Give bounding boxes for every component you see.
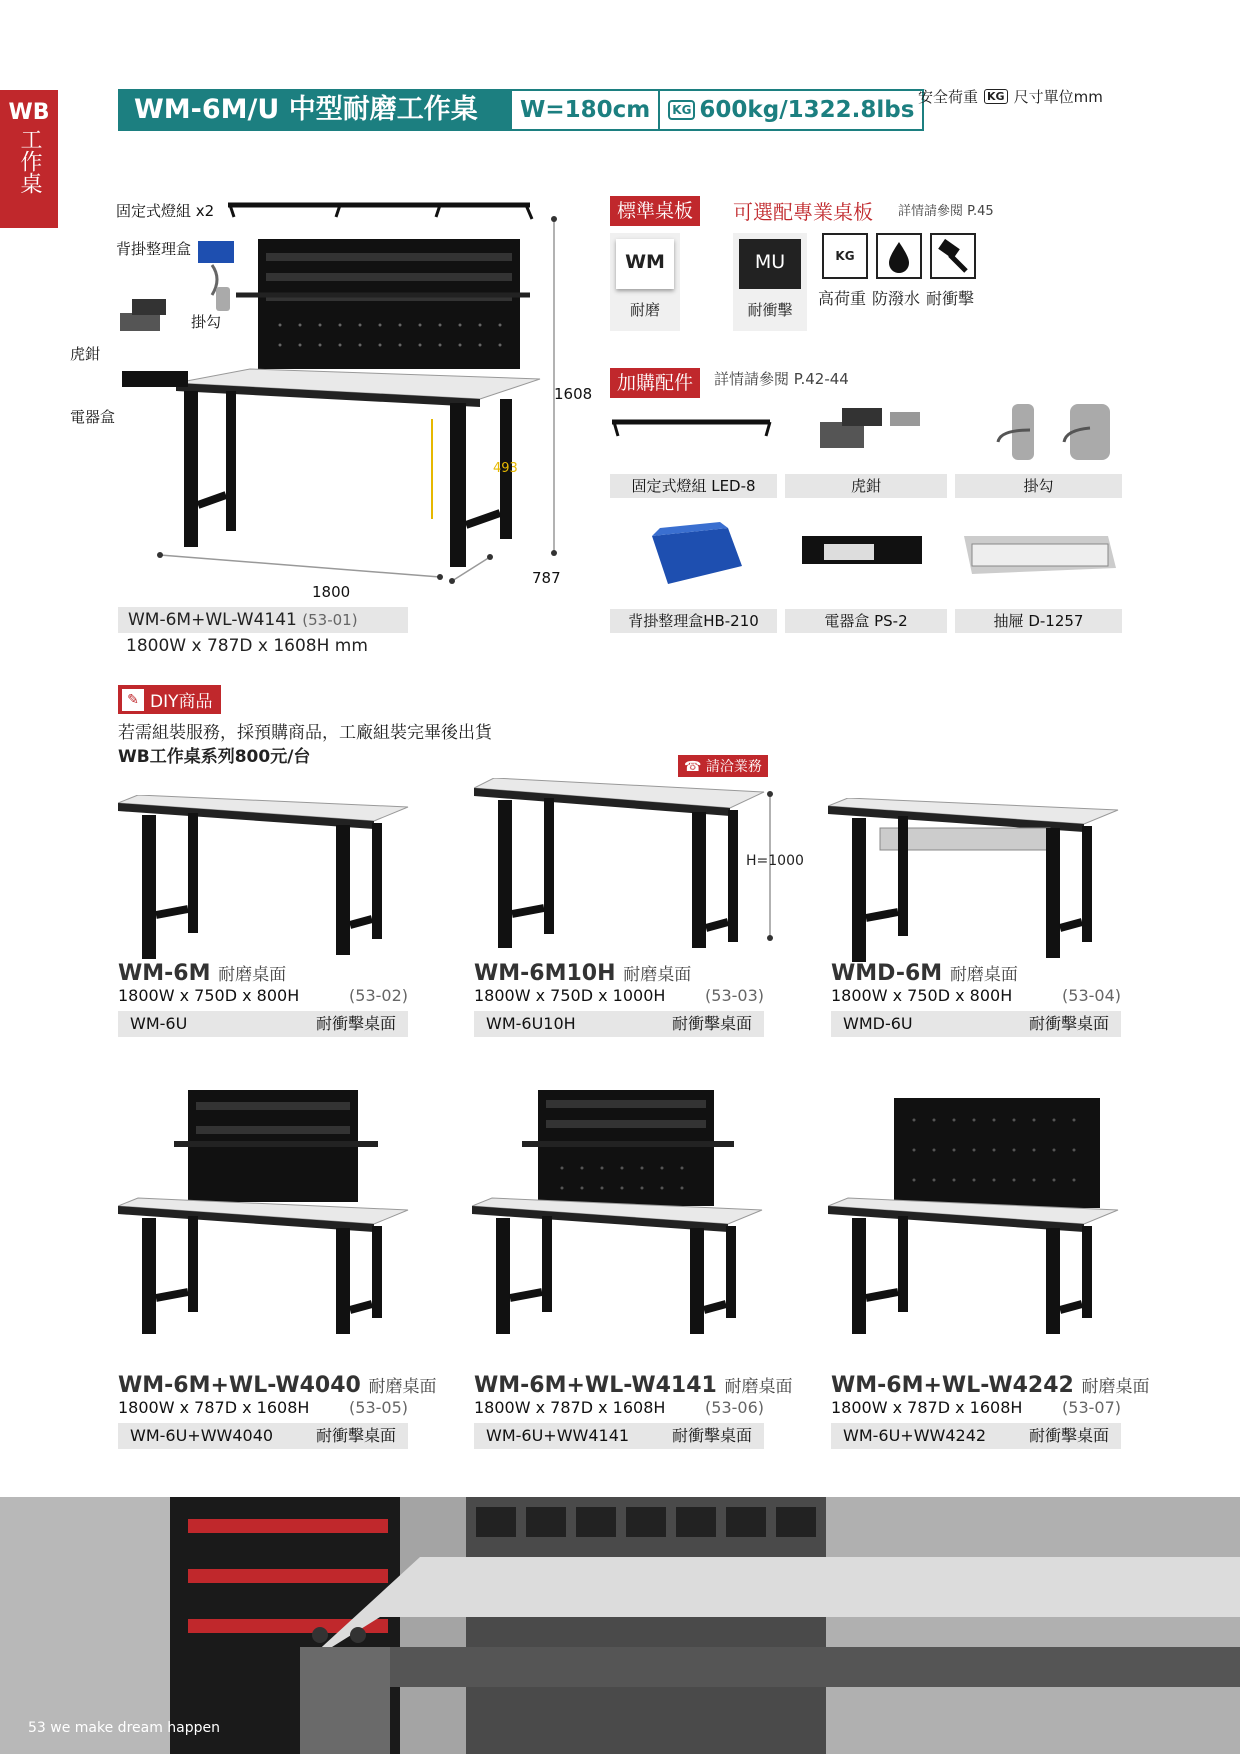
label-light: 固定式燈組 x2: [116, 202, 215, 220]
product-alt: WM-6U+WW4242: [843, 1426, 987, 1445]
product-alt-sub: 耐衝擊桌面: [671, 1426, 752, 1445]
product-info: [118, 960, 408, 1037]
main-model-bar: [118, 607, 408, 633]
product-card: [472, 1088, 772, 1342]
product-sub: 耐磨桌面: [368, 1377, 437, 1397]
kg-icon: KG: [668, 100, 695, 120]
desk-illustration: [118, 795, 418, 965]
product-dims: 1800W x 787D x 1608H: [118, 1398, 310, 1417]
side-tab: [0, 90, 58, 228]
product-alt-sub: 耐衝擊桌面: [315, 1014, 396, 1033]
product-card: [828, 798, 1128, 972]
product-alt-sub: 耐衝擊桌面: [1028, 1426, 1109, 1445]
product-alt: WM-6U+WW4141: [486, 1426, 630, 1445]
wrench-icon: ✎: [122, 689, 144, 711]
product-alt: WMD-6U: [843, 1014, 913, 1033]
load-value: 600kg/1322.8lbs: [699, 97, 915, 123]
product-card: [474, 778, 784, 952]
dim-inner: 493: [493, 461, 518, 476]
phone-icon: ☎: [684, 759, 702, 775]
feature-labels: [818, 286, 974, 309]
label-box: 背掛整理盒: [116, 240, 192, 258]
accessories-ref: 詳情請參閱 P.42-44: [714, 370, 849, 388]
dim-height: 1608: [554, 385, 593, 403]
width-spec: W=180cm: [512, 91, 660, 129]
product-name: WM-6M+WL-W4141: [474, 1373, 717, 1398]
diy-label: DIY商品: [150, 692, 213, 712]
accessory-row-1: [610, 400, 1125, 470]
accessories-tag: 加購配件: [610, 368, 700, 398]
optional-top-title: 可選配專業桌板: [733, 200, 873, 224]
diy-tag: [118, 685, 221, 714]
product-alt-sub: 耐衝擊桌面: [1028, 1014, 1109, 1033]
accessory-label: 固定式燈組 LED-8: [610, 474, 777, 498]
tall-desk-illustration: [474, 778, 784, 948]
standard-top-tag: 標準桌板: [610, 196, 700, 226]
product-dims: 1800W x 750D x 1000H: [474, 986, 666, 1005]
optional-top-card: [733, 233, 807, 331]
feature-label: 防潑水: [872, 289, 921, 308]
product-dims: 1800W x 787D x 1608H: [474, 1398, 666, 1417]
pegboard-desk-illustration: [828, 1096, 1128, 1346]
standard-top-caption: 耐磨: [629, 301, 660, 319]
product-info: [831, 960, 1121, 1037]
power-box-illustration: [122, 371, 188, 387]
hammer-icon: [930, 233, 976, 279]
product-info: [474, 960, 764, 1037]
accessory-label: 虎鉗: [785, 474, 947, 498]
product-alt: WM-6U+WW4040: [130, 1426, 274, 1445]
side-tab-category: 工作桌: [17, 128, 42, 194]
side-tab-brand: WB: [8, 100, 50, 125]
dim-depth: 787: [532, 569, 561, 587]
shelf-desk-illustration: [118, 1088, 418, 1338]
product-code: (53-02): [349, 986, 408, 1005]
product-card: [118, 795, 418, 969]
accessory-label: 掛勾: [955, 474, 1122, 498]
title-bar: [118, 89, 924, 131]
product-name: WM-6M+WL-W4040: [118, 1373, 361, 1398]
product-code: (53-04): [1062, 986, 1121, 1005]
product-card: [828, 1096, 1128, 1350]
product-alt: WM-6U: [130, 1014, 188, 1033]
dim-width: 1800: [312, 583, 351, 601]
product-sub: 耐磨桌面: [724, 1377, 793, 1397]
wm-sample: WM: [616, 239, 674, 289]
standard-top-card: [610, 233, 680, 331]
product-dims: 1800W x 787D x 1608H: [831, 1398, 1023, 1417]
product-sub: 耐磨桌面: [623, 965, 692, 985]
main-model-dims: 1800W x 787D x 1608H mm: [126, 636, 368, 656]
vise-illustration: [120, 313, 160, 331]
diy-price: WB工作桌系列800元/台: [118, 747, 311, 767]
bin-illustration: [652, 528, 742, 584]
height-label: H=1000: [746, 853, 804, 869]
optional-top-caption: 耐衝擊: [747, 301, 793, 319]
product-code: (53-03): [705, 986, 764, 1005]
workshop-photo: [0, 1497, 1240, 1754]
main-diagram: [60, 195, 600, 601]
product-code: (53-07): [1062, 1398, 1121, 1417]
safe-load-label: 安全荷重: [918, 88, 979, 106]
main-model: WM-6M+WL-W4141: [128, 610, 297, 630]
product-alt-sub: 耐衝擊桌面: [315, 1426, 396, 1445]
optional-top-ref: 詳情請參閱 P.45: [898, 204, 994, 219]
product-code: (53-06): [705, 1398, 764, 1417]
shelf-pegboard-desk-illustration: [472, 1088, 772, 1338]
product-code: (53-05): [349, 1398, 408, 1417]
drawer-desk-illustration: [828, 798, 1128, 968]
mu-sample: MU: [739, 239, 801, 289]
kg-icon: KG: [984, 89, 1008, 104]
product-name: WM-6M: [118, 961, 211, 986]
product-alt: WM-6U10H: [486, 1014, 576, 1033]
water-drop-icon: [876, 233, 922, 279]
page-title: WM-6M/U 中型耐磨工作桌: [120, 91, 512, 129]
page-number: 53: [28, 1720, 46, 1736]
product-sub: 耐磨桌面: [949, 965, 1018, 985]
label-vise: 虎鉗: [70, 345, 101, 363]
product-sub: 耐磨桌面: [218, 965, 287, 985]
feature-label: 耐衝擊: [926, 289, 975, 308]
product-name: WMD-6M: [831, 961, 943, 986]
load-spec: [660, 91, 922, 129]
label-power: 電器盒: [70, 408, 116, 426]
accessory-label: 背掛整理盒HB-210: [610, 609, 777, 633]
slogan: we make dream happen: [50, 1720, 221, 1736]
high-load-icon: KG: [822, 233, 868, 279]
product-alt-sub: 耐衝擊桌面: [671, 1014, 752, 1033]
product-card: [118, 1088, 418, 1342]
product-dims: 1800W x 750D x 800H: [118, 986, 300, 1005]
product-info: [118, 1372, 437, 1449]
product-name: WM-6M10H: [474, 961, 616, 986]
footer: [28, 1720, 220, 1736]
accessory-row-2: [610, 516, 1125, 600]
spec-legend: [918, 86, 1103, 107]
accessory-label: 抽屜 D-1257: [955, 609, 1122, 633]
product-info: [474, 1372, 793, 1449]
bin-illustration: [198, 241, 234, 263]
diy-note: 若需組裝服務，採預購商品，工廠組裝完畢後出貨: [118, 723, 492, 743]
product-info: [831, 1372, 1150, 1449]
product-sub: 耐磨桌面: [1081, 1377, 1150, 1397]
feature-label: 高荷重: [818, 289, 867, 308]
accessory-label: 電器盒 PS-2: [785, 609, 947, 633]
main-model-code: (53-01): [302, 611, 358, 629]
label-hook: 掛勾: [191, 313, 222, 331]
contact-badge: [678, 755, 768, 777]
product-name: WM-6M+WL-W4242: [831, 1373, 1074, 1398]
contact-label: 請洽業務: [705, 759, 762, 775]
product-dims: 1800W x 750D x 800H: [831, 986, 1013, 1005]
unit-label: 尺寸單位mm: [1013, 88, 1103, 106]
feature-icons: [822, 233, 976, 279]
